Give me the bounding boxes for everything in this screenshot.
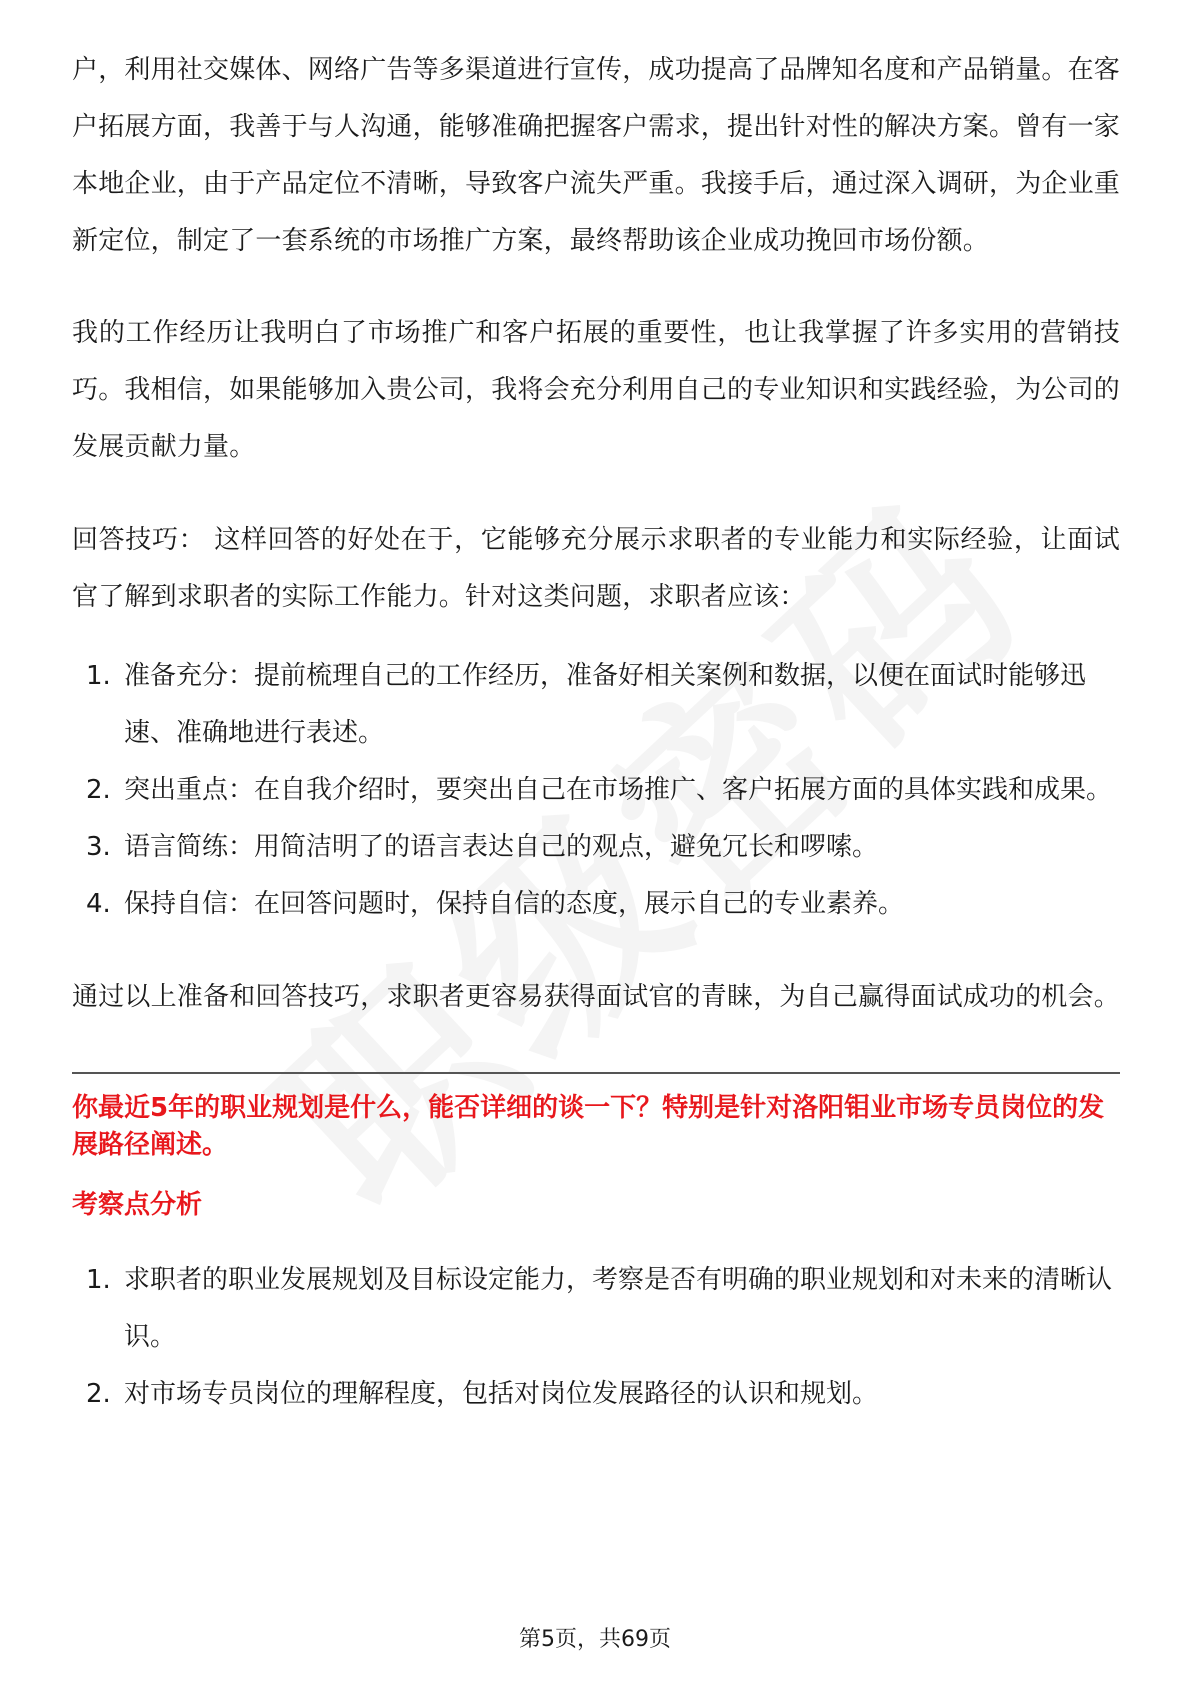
list-item-number: 4. bbox=[86, 889, 111, 919]
tips-list bbox=[72, 648, 1120, 933]
list-item-text: 语言简练：用简洁明了的语言表达自己的观点，避免冗长和啰嗦。 bbox=[124, 832, 879, 862]
paragraph-conclusion: 我的工作经历让我明白了市场推广和客户拓展的重要性，也让我掌握了许多实用的营销技巧。我相信，如果能够加入贵公司，我将会充分利用自己的专业知识和实践经验，为公司的发展贡献力量。 bbox=[72, 318, 1121, 462]
list-item bbox=[72, 876, 1120, 933]
list-item-text: 对市场专员岗位的理解程度，包括对岗位发展路径的认识和规划。 bbox=[124, 1379, 879, 1409]
analysis-heading: 考察点分析 bbox=[72, 1190, 203, 1220]
analysis-list bbox=[72, 1252, 1120, 1423]
list-item bbox=[72, 1366, 1120, 1423]
paragraph-summary: 通过以上准备和回答技巧，求职者更容易获得面试官的青睐，为自己赢得面试成功的机会。 bbox=[72, 982, 1121, 1012]
list-item-text: 突出重点：在自我介绍时，要突出自己在市场推广、客户拓展方面的具体实践和成果。 bbox=[124, 775, 1113, 805]
list-item-text: 求职者的职业发展规划及目标设定能力，考察是否有明确的职业规划和对未来的清晰认识。 bbox=[124, 1265, 1113, 1352]
list-item-number: 1. bbox=[86, 1265, 111, 1295]
list-item bbox=[72, 1252, 1120, 1366]
question-title: 你最近5年的职业规划是什么，能否详细的谈一下？特别是针对洛阳钼业市场专员岗位的发展路径阐述。 bbox=[72, 1093, 1105, 1160]
section-divider bbox=[72, 1072, 1120, 1074]
list-item-number: 2. bbox=[86, 1379, 111, 1409]
list-item-number: 3. bbox=[86, 832, 111, 862]
page-footer: 第5页，共69页 bbox=[519, 1627, 671, 1652]
list-item-number: 1. bbox=[86, 661, 111, 691]
list-item bbox=[72, 762, 1120, 819]
paragraph-answer-tips: 回答技巧： 这样回答的好处在于，它能够充分展示求职者的专业能力和实际经验，让面试官了解到求职者的实际工作能力。针对这类问题，求职者应该： bbox=[72, 525, 1121, 612]
paragraph-experience: 户，利用社交媒体、网络广告等多渠道进行宣传，成功提高了品牌知名度和产品销量。在客户拓展方面，我善于与人沟通，能够准确把握客户需求，提出针对性的解决方案。曾有一家本地企业，由于产品定位不清晰，导致客户流失严重。我接手后，通过深入调研，为企业重新定位，制定了一套系统的市场推广方案，最终帮助该企业成功挽回市场份额。 bbox=[72, 55, 1121, 256]
list-item-text: 保持自信：在回答问题时，保持自信的态度，展示自己的专业素养。 bbox=[124, 889, 905, 919]
list-item-number: 2. bbox=[86, 775, 111, 805]
document-page bbox=[72, 42, 1120, 1423]
list-item bbox=[72, 819, 1120, 876]
list-item bbox=[72, 648, 1120, 762]
list-item-text: 准备充分：提前梳理自己的工作经历，准备好相关案例和数据，以便在面试时能够迅速、准确地进行表述。 bbox=[124, 661, 1087, 748]
